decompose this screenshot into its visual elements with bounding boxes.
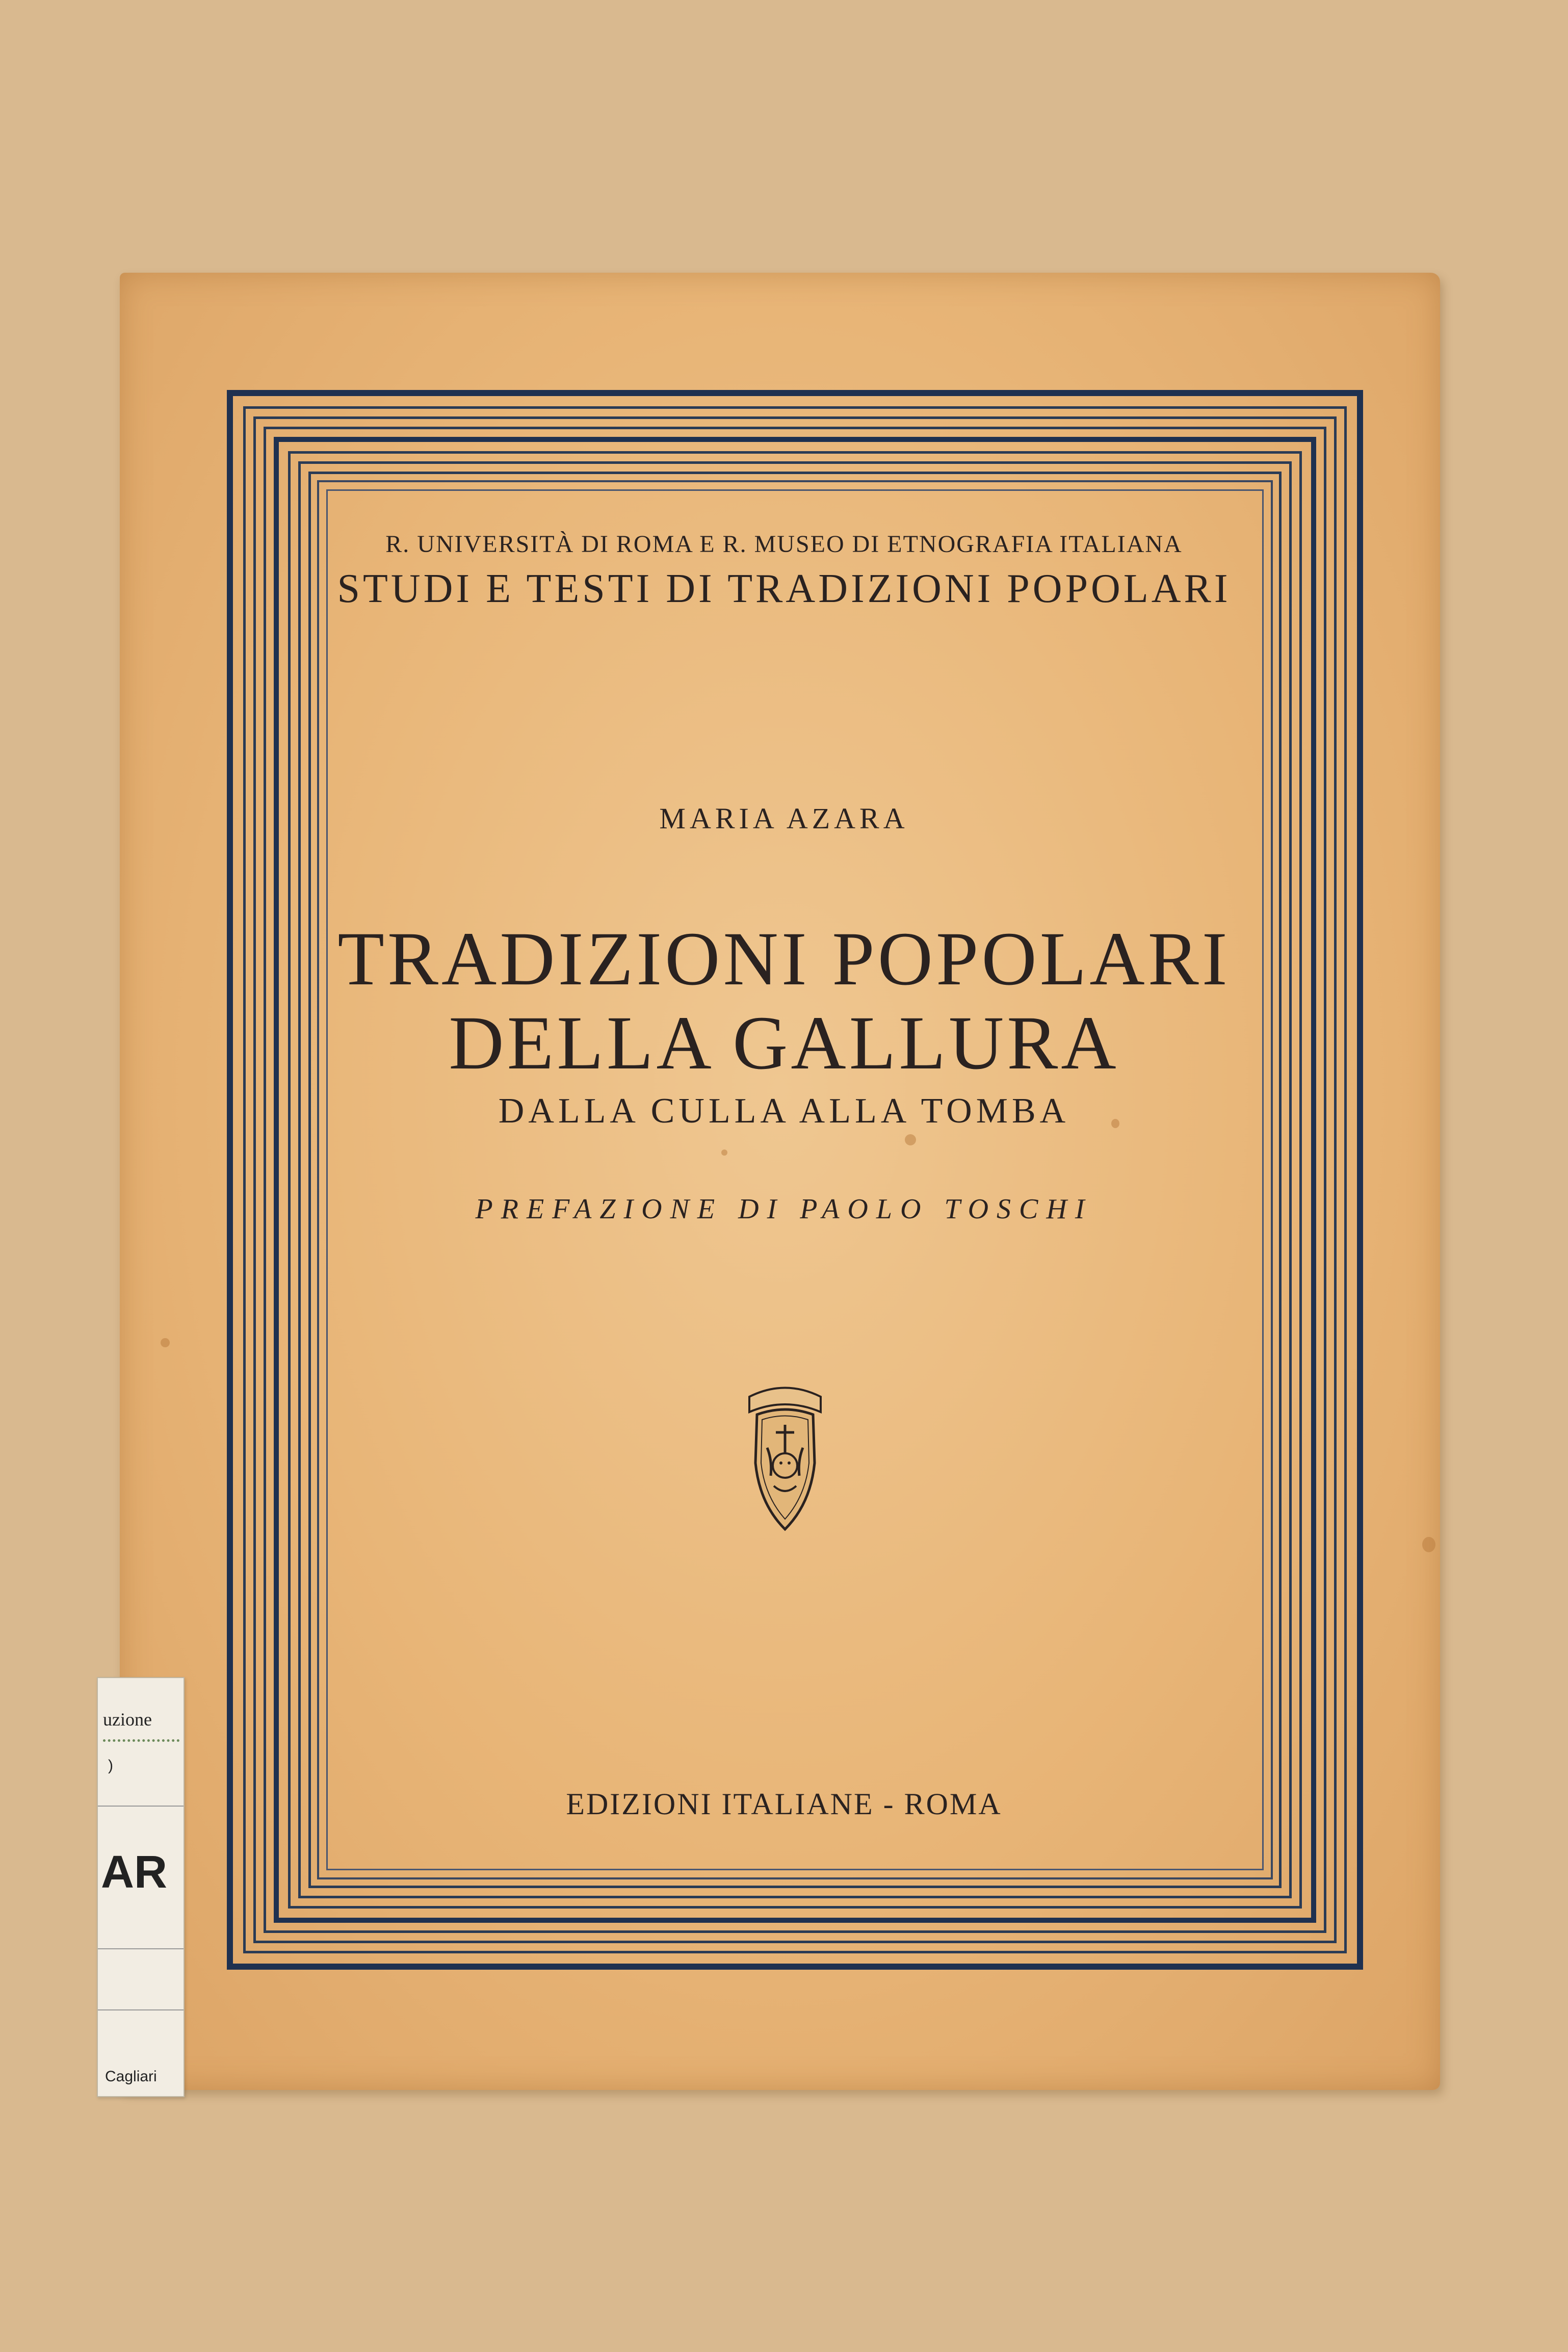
- library-label-text: uzione: [103, 1709, 152, 1730]
- book-title-line2: DELLA GALLURA: [449, 1001, 1119, 1085]
- library-name: Cagliari: [105, 2068, 157, 2085]
- decorative-border: [227, 390, 1363, 1970]
- library-call-mark: AR: [101, 1847, 167, 1898]
- book-subtitle: DALLA CULLA ALLA TOMBA: [498, 1091, 1070, 1131]
- preface-credit: PREFAZIONE DI PAOLO TOSCHI: [475, 1193, 1093, 1225]
- series-title: STUDI E TESTI DI TRADIZIONI POPOLARI: [337, 566, 1231, 611]
- publisher-imprint: EDIZIONI ITALIANE - ROMA: [566, 1787, 1002, 1821]
- book-title-line1: TRADIZIONI POPOLARI: [337, 917, 1231, 1001]
- library-label-text: ): [108, 1757, 113, 1774]
- library-label: [97, 1677, 185, 2097]
- institution-line: R. UNIVERSITÀ DI ROMA E R. MUSEO DI ETNOGRAFIA ITALIANA: [385, 531, 1183, 558]
- university-seal-icon: [744, 1376, 826, 1534]
- author-name: MARIA AZARA: [659, 802, 909, 835]
